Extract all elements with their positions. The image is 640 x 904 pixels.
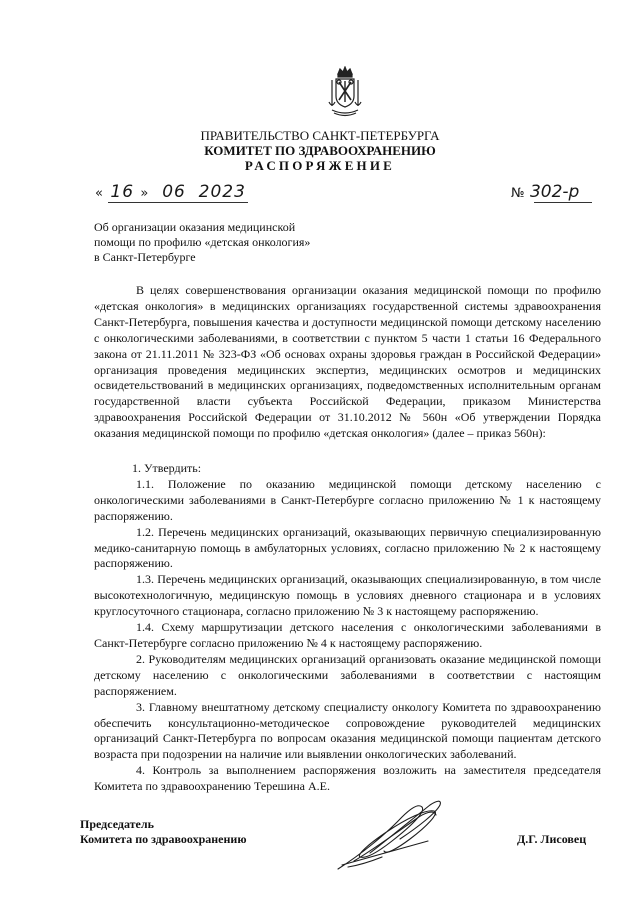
subject-line: в Санкт-Петербурге <box>94 250 196 264</box>
item-1-3: 1.3. Перечень медицинских организаций, оказывающих специализированную, в том числе высокотехнологичную, медицинскую помощь в условиях дневного стационара и в условиях круглосуточного стационара, согласно приложению № 3 к настоящему распоряжению. <box>94 572 601 619</box>
date-open-quote: « <box>95 186 104 201</box>
position-line: Комитета по здравоохранению <box>80 832 247 846</box>
document-number <box>511 182 579 202</box>
preamble-section <box>94 283 601 442</box>
item-2: 2. Руководителям медицинских организаций организовать оказание медицинской помощи детскому населению с онкологическими заболеваниями в соответствии с настоящим распоряжением. <box>94 651 601 698</box>
number-sign: № <box>511 186 525 201</box>
date-underline <box>108 202 248 203</box>
handwritten-signature-icon <box>330 795 455 875</box>
item-1-4: 1.4. Схему маршрутизации детского населения с онкологическими заболеваниями в Санкт-Петербурге согласно приложению № 4 к настоящему распоряжению. <box>94 620 601 650</box>
item-3: 3. Главному внештатному детскому специалисту онкологу Комитета по здравоохранению обеспечить консультационно-методическое сопровождение руководителей медицинских организаций Санкт-Петербурга по вопросам оказания медицинской помощи пациентам детского возраста при подозрении на наличие или выявлении онкологических заболеваний. <box>94 699 601 762</box>
date-year: 2023 <box>198 182 246 202</box>
subject-line: помощи по профилю «детская онкология» <box>94 235 311 249</box>
document-subject <box>94 220 310 265</box>
document-type: РАСПОРЯЖЕНИЕ <box>244 158 396 173</box>
subject-line: Об организации оказания медицинской <box>94 220 296 234</box>
date-month: 06 <box>162 182 186 202</box>
date-day: 16 <box>110 182 135 202</box>
number-underline <box>534 202 592 203</box>
government-name: ПРАВИТЕЛЬСТВО САНКТ-ПЕТЕРБУРГА <box>200 128 440 143</box>
document-date <box>95 182 246 202</box>
date-close-quote: » <box>140 186 150 201</box>
order-items <box>94 461 601 795</box>
signatory-name: Д.Г. Лисовец <box>517 832 587 846</box>
item-1: 1. Утвердить: <box>132 461 202 475</box>
committee-name: КОМИТЕТ ПО ЗДРАВООХРАНЕНИЮ <box>204 143 436 158</box>
item-1-2: 1.2. Перечень медицинских организаций, оказывающих первичную специализированную медико-санитарную помощь в амбулаторных условиях, согласно приложению № 2 к настоящему распоряжению. <box>94 524 601 571</box>
position-line: Председатель <box>80 817 154 831</box>
signatory-position <box>80 817 247 847</box>
preamble-paragraph: В целях совершенствования организации оказания медицинской помощи по профилю «детская онкология» в медицинских организациях государственной системы здравоохранения Санкт-Петербурга, повышения качества и доступности медицинской помощи детскому населению с онкологическими заболеваниями, в соответствии с пунктом 5 части 1 статьи 16 Федерального закона от 21.11.2011 № 323-ФЗ «Об основах охраны здоровья граждан в Российской Федерации» организация проведения медицинских экспертиз, медицинских осмотров и медицинских освидетельствований в медицинских организациях, подведомственных исполнительным органам государственной власти субъекта Российской Федерации, приказом Министерства здравоохранения Российской Федерации от 31.10.2012 № 560н «Об утверждении Порядка оказания медицинской помощи по профилю «детская онкология» (далее – приказ 560н): <box>94 283 601 441</box>
coat-of-arms-icon <box>328 66 362 118</box>
item-4: 4. Контроль за выполнением распоряжения возложить на заместителя председателя Комитета по здравоохранению Терешина А.Е. <box>94 763 601 794</box>
number-value: 302-р <box>529 182 580 202</box>
item-1-1: 1.1. Положение по оказанию медицинской помощи детскому населению с онкологическими заболеваниями в Санкт-Петербурге согласно приложению № 1 к настоящему распоряжению. <box>94 476 601 523</box>
